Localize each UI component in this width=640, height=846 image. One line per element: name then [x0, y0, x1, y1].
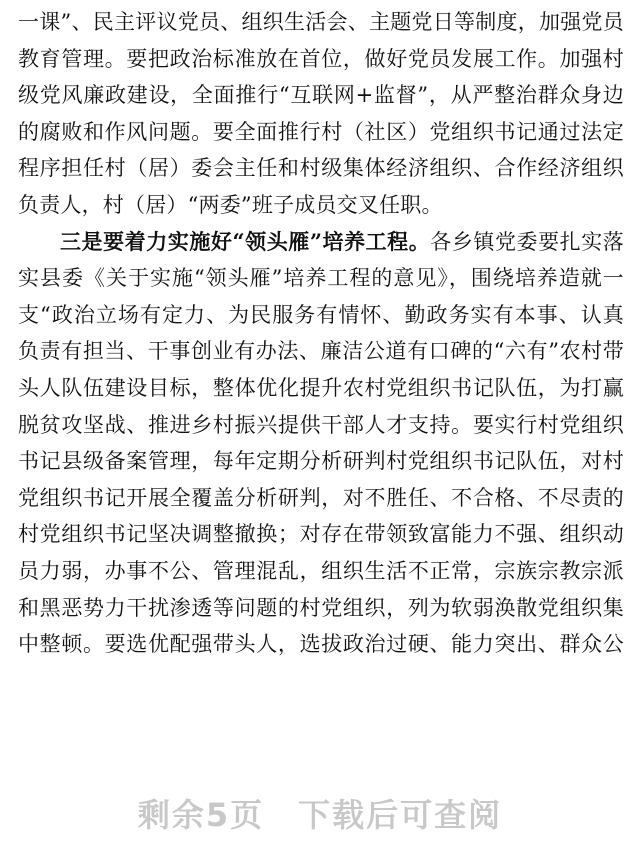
text-line: 实县委《关于实施“领头雁”培养工程的意见》，围绕培养造就一	[18, 266, 624, 291]
text-line: 支“政治立场有定力、为民服务有情怀、勤政务实有本事、认真	[18, 302, 624, 327]
text-line: 和黑恶势力干扰渗透等问题的村党组织，列为软弱涣散党组织集	[18, 595, 624, 620]
paragraph-first-line	[18, 224, 624, 261]
document-body	[18, 4, 624, 663]
remaining-pages-watermark	[0, 790, 640, 836]
download-hint-text: 下载后可查阅	[298, 796, 503, 834]
text-line: 党组织书记开展全覆盖分析研判，对不胜任、不合格、不尽责的	[18, 485, 624, 510]
text-line: 员力弱，办事不公、管理混乱，组织生活不正常，宗族宗教宗派	[18, 558, 624, 583]
text-line: 脱贫攻坚战、推进乡村振兴提供干部人才支持。要实行村党组织	[18, 412, 624, 437]
text-line: 中整顿。要选优配强带头人，选拔政治过硬、能力突出、群众公	[18, 632, 624, 657]
text-line: 负责人，村（居）“两委”班子成员交叉任职。	[18, 192, 443, 217]
text-line: 头人队伍建设目标，整体优化提升农村党组织书记队伍，为打赢	[18, 375, 624, 400]
remaining-pages-text: 剩余5页	[137, 796, 265, 834]
text-line: 的腐败和作风问题。要全面推行村（社区）党组织书记通过法定	[18, 119, 624, 144]
text-line: 书记县级备案管理，每年定期分析研判村党组织书记队伍，对村	[18, 449, 624, 474]
text-line: 级党风廉政建设，全面推行“互联网+监督”，从严整治群众身边	[18, 83, 624, 108]
paragraph-heading: 三是要着力实施好“领头雁”培养工程。	[60, 228, 431, 254]
text-line: 负责有担当、干事创业有办法、廉洁公道有口碑的“六有”农村带	[18, 339, 624, 364]
text-line: 村党组织书记坚决调整撤换；对存在带领致富能力不强、组织动	[18, 522, 624, 547]
text-line: 程序担任村（居）委会主任和村级集体经济组织、合作经济组织	[18, 156, 624, 181]
text-line: 一课”、民主评议党员、组织生活会、主题党日等制度，加强党员	[18, 10, 624, 34]
text-line: 教育管理。要把政治标准放在首位，做好党员发展工作。加强村	[18, 46, 624, 71]
paragraph-heading-rest: 各乡镇党委要扎实落	[430, 229, 624, 254]
